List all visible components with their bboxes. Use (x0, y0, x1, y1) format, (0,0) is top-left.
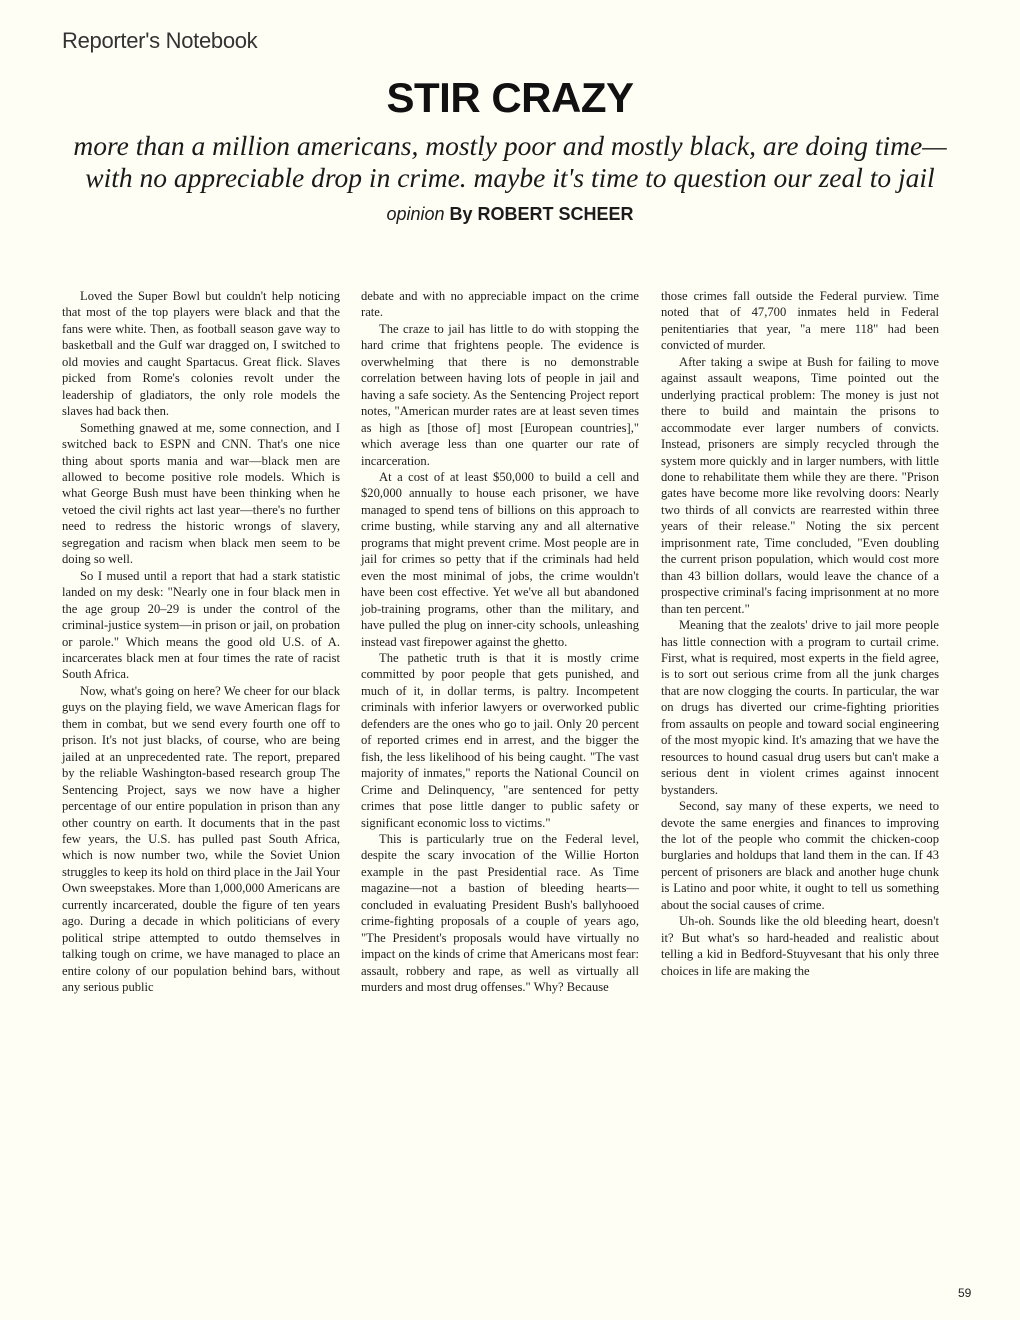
deck (40, 130, 980, 194)
paragraph: At a cost of at least $50,000 to build a cell and $20,000 annually to house each prisoner, we have managed to spend tens of billions on this approach to crime busting, while starving any and all alternative programs that might prevent crime. Most people are in jail for crimes so petty that if the criminals had held even the most minimal of jobs, the crime wouldn't have been cost effective. Yet we've all but abandoned job-training programs, other than the military, and have pulled the plug on inner-city schools, unleashing instead vast firepower against the ghetto. (361, 469, 639, 649)
page-number: 59 (958, 1286, 972, 1300)
article-column-3 (661, 288, 939, 979)
paragraph: The craze to jail has little to do with stopping the hard crime that frightens people. The evidence is overwhelming that there is no demonstrable correlation between having lots of people in jail and having a safe society. As the Sentencing Project report notes, "American murder rates are at least seven times as high as [those of] most [European countries]," which average less than one quarter our rate of incarceration. (361, 321, 639, 468)
byline (0, 204, 1020, 225)
paragraph: Uh-oh. Sounds like the old bleeding heart, doesn't it? But what's so hard-headed and realistic about telling a kid in Bedford-Stuyvesant that his only three choices in life are making the (661, 914, 939, 978)
deck-line-2: with no appreciable drop in crime. maybe it's time to question our zeal to jail (85, 162, 935, 193)
paragraph: Meaning that the zealots' drive to jail more people has little connection with a program to curtail crime. First, what is required, most experts in the field agree, is to sort out serious crime from all the junk charges that are now clogging the courts. In particular, the war on drugs has diverted our crime-fighting priorities from assaults on people and toward social engineering of the most myopic kind. It's amazing that we have the resources to hound casual drug users but can't make a serious dent in violent crimes against innocent bystanders. (661, 618, 939, 797)
paragraph: debate and with no appreciable impact on the crime rate. (361, 289, 639, 320)
paragraph: Loved the Super Bowl but couldn't help noticing that most of the top players were black and that the fans were white. Then, as football season gave way to basketball and the Gulf war dragged on, I switched to old movies and caught Spartacus. Great flick. Slaves picked from Rome's colonies revolt under the leadership of gladiators, the only role models the slaves had back then. (62, 289, 340, 419)
paragraph: This is particularly true on the Federal level, despite the scary invocation of the Willie Horton example in the past Presidential race. As Time magazine—not a bastion of bleeding hearts—concluded in evaluating President Bush's ballyhooed crime-fighting proposals of a couple of years ago, "The President's proposals would have virtually no impact on the kinds of crime that Americans most fear: assault, robbery and rape, as well as virtually all murders and most drug offenses." Why? Because (361, 831, 639, 995)
byline-author: By ROBERT SCHEER (449, 204, 634, 224)
byline-label: opinion (386, 204, 445, 224)
article-column-2 (361, 288, 639, 995)
article-column-1 (62, 288, 340, 995)
paragraph: The pathetic truth is that it is mostly crime committed by poor people that gets punished, and much of it, in dollar terms, is paltry. Incompetent criminals with inferior lawyers or overworked public defenders are the ones who go to jail. Only 20 percent of reported crimes end in arrest, and the bigger the fish, the less likelihood of his being caught. "The vast majority of inmates," reports the National Council on Crime and Delinquency, "are sentenced for petty crimes that pose little danger to public safety or significant economic loss to victims." (361, 650, 639, 830)
paragraph: Second, say many of these experts, we need to devote the same energies and finances to improving the lot of the people who commit the chicken-coop burglaries and holdups that land them in the can. If 43 percent of prisoners are black and another huge chunk is Latino and poor white, it ought to tell us something about the social causes of crime. (661, 799, 939, 912)
paragraph: So I mused until a report that had a stark statistic landed on my desk: "Nearly one in four black men in the age group 20–29 is under the control of the criminal-justice system—in prison or jail, on probation or parole." Which means the good old U.S. of A. incarcerates black men at four times the rate of racist South Africa. (62, 568, 340, 682)
paragraph: Now, what's going on here? We cheer for our black guys on the playing field, we wave American flags for them in combat, but we send every fourth one off to prison. It's not just blacks, of course, who are being jailed at an unprecedented rate. The report, prepared by the reliable Washington-based research group The Sentencing Project, says we now have a higher percentage of our entire population in prison than any other country on earth. It documents that in the past few years, the U.S. has pulled past South Africa, which is now number two, while the Soviet Union struggles to keep its hold on third place in the Jail Your Own sweepstakes. More than 1,000,000 Americans are currently incarcerated, double the figure of ten years ago. During a decade in which politicians of every political stripe attempted to outdo themselves in talking tough on crime, we have managed to place an entire colony of our population behind bars, without any serious public (62, 683, 340, 995)
deck-line-1: more than a million americans, mostly poor and mostly black, are doing time— (73, 130, 947, 161)
section-label: Reporter's Notebook (62, 28, 258, 53)
paragraph: Something gnawed at me, some connection, and I switched back to ESPN and CNN. That's one nice thing about sports mania and war—black men are allowed to become positive role models. Which is what George Bush must have been thinking when he vetoed the civil rights act last year—there's no further need to redress the historic wrongs of slavery, segregation and racism when black men seem to be doing so well. (62, 420, 340, 567)
paragraph: After taking a swipe at Bush for failing to move against assault weapons, Time pointed out the underlying practical problem: The money is just not there to build and maintain the prisons to accommodate ever larger numbers of convicts. Instead, prisoners are simply recycled through the system more quickly and in larger numbers, with little done to rehabilitate them while they are there. "Prison gates have become more like revolving doors: Nearly two thirds of all convicts are rearrested within three years of their release." Noting the six percent imprisonment rate, Time concluded, "Even doubling the current prison population, which would cost more than 43 billion dollars, would leave the chance of a prospective criminal's facing imprisonment at no more than ten percent." (661, 354, 939, 616)
paragraph: those crimes fall outside the Federal purview. Time noted that of 47,700 inmates held in Federal penitentiaries that year, "a mere 118" had been convicted of murder. (661, 289, 939, 353)
headline: STIR CRAZY (386, 74, 634, 121)
